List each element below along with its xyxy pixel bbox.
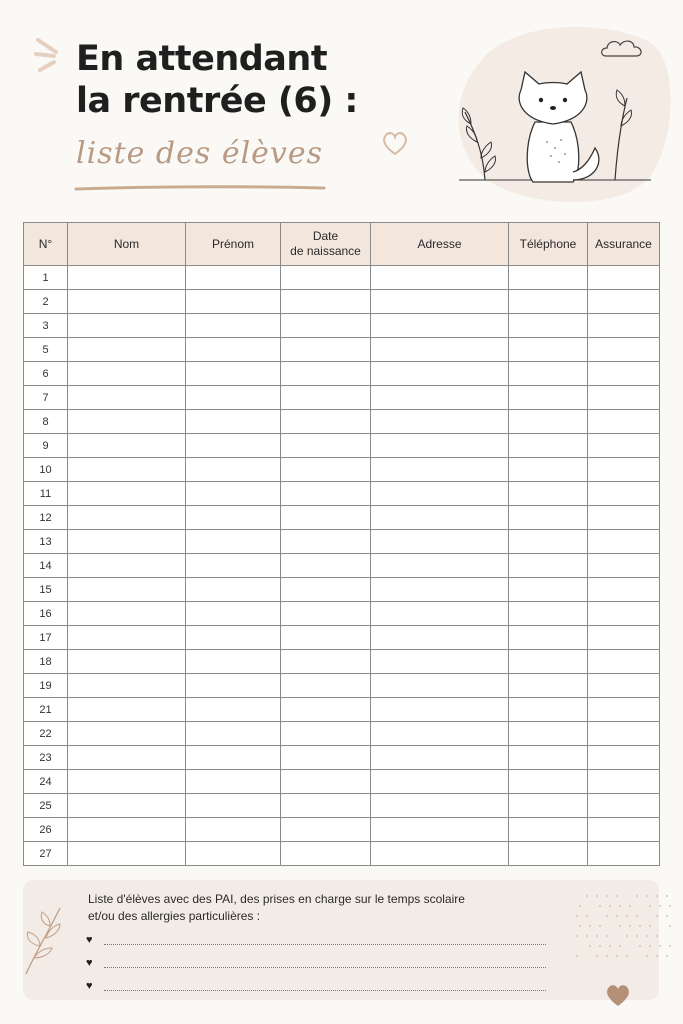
telephone-cell[interactable] [509,626,588,650]
assurance-cell[interactable] [588,674,660,698]
nom-cell[interactable] [68,338,186,362]
row-number: 22 [24,722,68,746]
prenom-cell[interactable] [186,794,281,818]
adresse-cell[interactable] [371,482,509,506]
date-naissance-cell[interactable] [281,626,371,650]
assurance-cell[interactable] [588,770,660,794]
prenom-cell[interactable] [186,626,281,650]
prenom-cell[interactable] [186,818,281,842]
date-naissance-cell[interactable] [281,530,371,554]
column-header-telephone: Téléphone [509,223,588,266]
row-number: 23 [24,746,68,770]
table-header-row [24,223,660,266]
nom-cell[interactable] [68,818,186,842]
assurance-cell[interactable] [588,818,660,842]
page-subtitle: liste des élèves [76,136,324,171]
row-number: 12 [24,506,68,530]
row-number: 26 [24,818,68,842]
nom-cell[interactable] [68,386,186,410]
column-header-adresse: Adresse [371,223,509,266]
prenom-cell[interactable] [186,578,281,602]
assurance-cell[interactable] [588,698,660,722]
row-number: 3 [24,314,68,338]
dots-pattern [572,892,672,962]
prenom-cell[interactable] [186,770,281,794]
adresse-cell[interactable] [371,554,509,578]
telephone-cell[interactable] [509,530,588,554]
telephone-cell[interactable] [509,746,588,770]
assurance-cell[interactable] [588,410,660,434]
adresse-cell[interactable] [371,746,509,770]
row-number: 5 [24,338,68,362]
nom-cell[interactable] [68,290,186,314]
nom-cell[interactable] [68,482,186,506]
assurance-cell[interactable] [588,266,660,290]
adresse-cell[interactable] [371,530,509,554]
telephone-cell[interactable] [509,434,588,458]
date-naissance-cell[interactable] [281,554,371,578]
adresse-cell[interactable] [371,794,509,818]
heart-filled-icon [604,982,632,1008]
prenom-cell[interactable] [186,746,281,770]
adresse-cell[interactable] [371,458,509,482]
adresse-cell[interactable] [371,290,509,314]
telephone-cell[interactable] [509,506,588,530]
date-naissance-cell[interactable] [281,362,371,386]
adresse-cell[interactable] [371,722,509,746]
date-header-line2: de naissance [290,244,361,258]
date-naissance-cell[interactable] [281,410,371,434]
adresse-cell[interactable] [371,434,509,458]
prenom-cell[interactable] [186,722,281,746]
row-number: 27 [24,842,68,866]
row-number: 13 [24,530,68,554]
cloud-icon [600,36,648,62]
telephone-cell[interactable] [509,674,588,698]
assurance-cell[interactable] [588,842,660,866]
telephone-cell[interactable] [509,722,588,746]
table-row [24,290,660,314]
telephone-cell[interactable] [509,410,588,434]
table-row [24,578,660,602]
telephone-cell[interactable] [509,770,588,794]
prenom-cell[interactable] [186,338,281,362]
nom-cell[interactable] [68,770,186,794]
date-naissance-cell[interactable] [281,818,371,842]
nom-cell[interactable] [68,314,186,338]
telephone-cell[interactable] [509,266,588,290]
nom-cell[interactable] [68,578,186,602]
table-row [24,434,660,458]
assurance-cell[interactable] [588,386,660,410]
nom-cell[interactable] [68,554,186,578]
table-row [24,602,660,626]
notes-line-1: Liste d'élèves avec des PAI, des prises en charge sur le temps scolaire [88,892,465,906]
telephone-cell[interactable] [509,818,588,842]
column-header-nom: Nom [68,223,186,266]
prenom-cell[interactable] [186,506,281,530]
row-number: 25 [24,794,68,818]
table-row [24,698,660,722]
row-number: 9 [24,434,68,458]
date-naissance-cell[interactable] [281,386,371,410]
notes-entry-line[interactable] [86,956,546,970]
fox-illustration [455,62,655,190]
bullet-heart-icon: ♥ [86,934,93,946]
prenom-cell[interactable] [186,602,281,626]
nom-cell[interactable] [68,746,186,770]
date-naissance-cell[interactable] [281,578,371,602]
date-naissance-cell[interactable] [281,650,371,674]
row-number: 24 [24,770,68,794]
date-header-line1: Date [312,229,339,243]
assurance-cell[interactable] [588,506,660,530]
assurance-cell[interactable] [588,746,660,770]
telephone-cell[interactable] [509,602,588,626]
date-naissance-cell[interactable] [281,338,371,362]
date-naissance-cell[interactable] [281,434,371,458]
adresse-cell[interactable] [371,314,509,338]
nom-cell[interactable] [68,722,186,746]
subtitle-underline [74,184,326,192]
nom-cell[interactable] [68,506,186,530]
prenom-cell[interactable] [186,362,281,386]
telephone-cell[interactable] [509,698,588,722]
adresse-cell[interactable] [371,266,509,290]
prenom-cell[interactable] [186,650,281,674]
assurance-cell[interactable] [588,554,660,578]
nom-cell[interactable] [68,842,186,866]
row-number: 14 [24,554,68,578]
prenom-cell[interactable] [186,290,281,314]
nom-cell[interactable] [68,650,186,674]
adresse-cell[interactable] [371,842,509,866]
date-naissance-cell[interactable] [281,770,371,794]
student-roster-table [23,222,660,866]
assurance-cell[interactable] [588,314,660,338]
telephone-cell[interactable] [509,338,588,362]
table-row [24,650,660,674]
table-row [24,842,660,866]
assurance-cell[interactable] [588,362,660,386]
notes-text [88,891,508,925]
assurance-cell[interactable] [588,338,660,362]
notes-entry-line[interactable] [86,933,546,947]
telephone-cell[interactable] [509,842,588,866]
column-header-date-naissance [281,223,371,266]
adresse-cell[interactable] [371,818,509,842]
table-row [24,626,660,650]
table-row [24,410,660,434]
date-naissance-cell[interactable] [281,842,371,866]
nom-cell[interactable] [68,794,186,818]
table-row [24,746,660,770]
telephone-cell[interactable] [509,386,588,410]
assurance-cell[interactable] [588,578,660,602]
row-number: 2 [24,290,68,314]
telephone-cell[interactable] [509,482,588,506]
nom-cell[interactable] [68,362,186,386]
adresse-cell[interactable] [371,770,509,794]
prenom-cell[interactable] [186,314,281,338]
telephone-cell[interactable] [509,314,588,338]
nom-cell[interactable] [68,698,186,722]
assurance-cell[interactable] [588,794,660,818]
prenom-cell[interactable] [186,386,281,410]
date-naissance-cell[interactable] [281,602,371,626]
assurance-cell[interactable] [588,434,660,458]
row-number: 10 [24,458,68,482]
row-number: 11 [24,482,68,506]
nom-cell[interactable] [68,602,186,626]
adresse-cell[interactable] [371,650,509,674]
assurance-cell[interactable] [588,530,660,554]
nom-cell[interactable] [68,626,186,650]
row-number: 16 [24,602,68,626]
prenom-cell[interactable] [186,842,281,866]
prenom-cell[interactable] [186,458,281,482]
nom-cell[interactable] [68,674,186,698]
row-number: 21 [24,698,68,722]
bullet-heart-icon: ♥ [86,957,93,969]
adresse-cell[interactable] [371,602,509,626]
date-naissance-cell[interactable] [281,506,371,530]
telephone-cell[interactable] [509,554,588,578]
table-row [24,530,660,554]
nom-cell[interactable] [68,410,186,434]
row-number: 19 [24,674,68,698]
column-header-assurance: Assurance [588,223,660,266]
table-row [24,794,660,818]
assurance-cell[interactable] [588,626,660,650]
row-number: 15 [24,578,68,602]
prenom-cell[interactable] [186,698,281,722]
date-naissance-cell[interactable] [281,674,371,698]
nom-cell[interactable] [68,266,186,290]
telephone-cell[interactable] [509,290,588,314]
title-line-2: la rentrée (6) : [76,81,358,121]
assurance-cell[interactable] [588,482,660,506]
table-row [24,674,660,698]
telephone-cell[interactable] [509,650,588,674]
prenom-cell[interactable] [186,674,281,698]
sparkle-icon [34,34,64,76]
adresse-cell[interactable] [371,626,509,650]
row-number: 7 [24,386,68,410]
date-naissance-cell[interactable] [281,314,371,338]
telephone-cell[interactable] [509,794,588,818]
row-number: 1 [24,266,68,290]
table-row [24,386,660,410]
telephone-cell[interactable] [509,458,588,482]
assurance-cell[interactable] [588,602,660,626]
nom-cell[interactable] [68,530,186,554]
row-number: 18 [24,650,68,674]
assurance-cell[interactable] [588,650,660,674]
table-row [24,266,660,290]
prenom-cell[interactable] [186,482,281,506]
row-number: 8 [24,410,68,434]
row-number: 17 [24,626,68,650]
assurance-cell[interactable] [588,290,660,314]
leaf-branch-icon [20,900,68,978]
prenom-cell[interactable] [186,434,281,458]
date-naissance-cell[interactable] [281,746,371,770]
adresse-cell[interactable] [371,362,509,386]
heart-outline-icon [380,128,410,158]
date-naissance-cell[interactable] [281,794,371,818]
page-title [76,38,358,122]
title-line-1: En attendant [76,39,328,79]
assurance-cell[interactable] [588,458,660,482]
column-header-number: N° [24,223,68,266]
date-naissance-cell[interactable] [281,266,371,290]
row-number: 6 [24,362,68,386]
adresse-cell[interactable] [371,506,509,530]
table-row [24,314,660,338]
table-row [24,362,660,386]
table-row [24,722,660,746]
adresse-cell[interactable] [371,338,509,362]
adresse-cell[interactable] [371,674,509,698]
adresse-cell[interactable] [371,410,509,434]
adresse-cell[interactable] [371,578,509,602]
notes-entry-line[interactable] [86,979,546,993]
table-row [24,458,660,482]
date-naissance-cell[interactable] [281,458,371,482]
assurance-cell[interactable] [588,722,660,746]
date-naissance-cell[interactable] [281,722,371,746]
prenom-cell[interactable] [186,266,281,290]
adresse-cell[interactable] [371,698,509,722]
telephone-cell[interactable] [509,362,588,386]
table-row [24,770,660,794]
table-row [24,554,660,578]
table-row [24,482,660,506]
nom-cell[interactable] [68,434,186,458]
column-header-prenom: Prénom [186,223,281,266]
table-row [24,338,660,362]
table-row [24,506,660,530]
date-naissance-cell[interactable] [281,482,371,506]
prenom-cell[interactable] [186,410,281,434]
notes-line-2: et/ou des allergies particulières : [88,909,261,923]
table-row [24,818,660,842]
date-naissance-cell[interactable] [281,290,371,314]
telephone-cell[interactable] [509,578,588,602]
date-naissance-cell[interactable] [281,698,371,722]
prenom-cell[interactable] [186,554,281,578]
nom-cell[interactable] [68,458,186,482]
prenom-cell[interactable] [186,530,281,554]
adresse-cell[interactable] [371,386,509,410]
bullet-heart-icon: ♥ [86,980,93,992]
